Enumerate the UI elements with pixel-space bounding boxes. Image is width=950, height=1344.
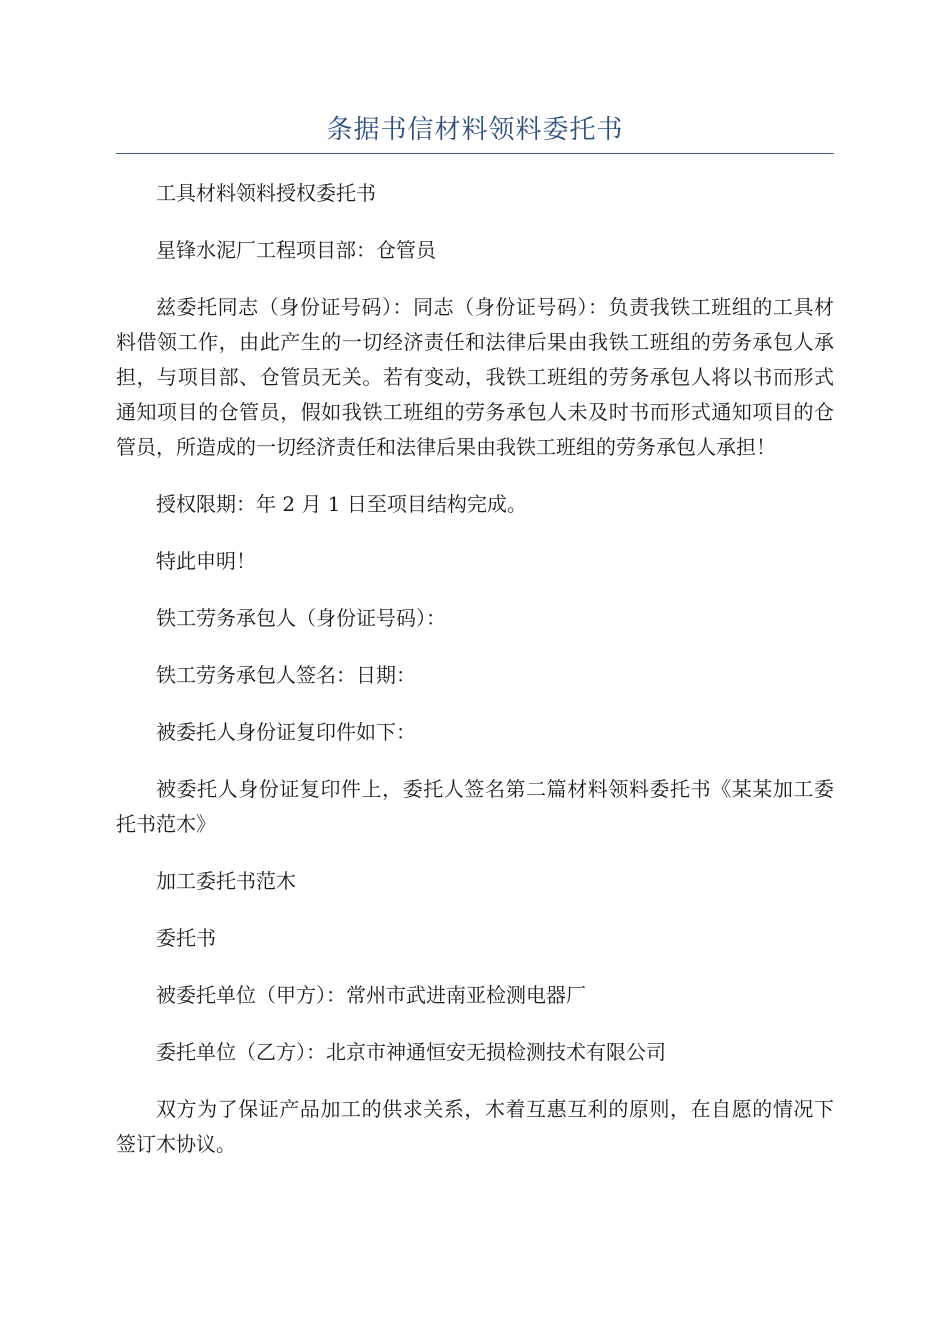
paragraph-heading: 工具材料领料授权委托书 (156, 181, 376, 205)
paragraph-agreement: 双方为了保证产品加工的供求关系，木着互惠互利的原则，在自愿的情况下签订木协议。 (116, 1097, 834, 1156)
paragraph-term: 授权限期：年 2 月 1 日至项目结构完成。 (156, 492, 527, 516)
paragraph-subtitle: 委托书 (156, 926, 216, 950)
paragraph-contractor-id: 铁工劳务承包人（身份证号码）： (156, 606, 446, 630)
document-body (116, 176, 834, 1184)
title-divider (116, 153, 834, 154)
paragraph-party-b: 委托单位（乙方）：北京市神通恒安无损检测技术有限公司 (156, 1040, 666, 1064)
paragraph-recipient: 星锋水泥厂工程项目部：仓管员 (156, 238, 436, 262)
paragraph-party-a: 被委托单位（甲方）：常州市武进南亚检测电器厂 (156, 983, 586, 1007)
paragraph-id-copy: 被委托人身份证复印件如下： (156, 720, 416, 744)
paragraph-template-title: 加工委托书范木 (156, 869, 296, 893)
paragraph-id-copy-note: 被委托人身份证复印件上，委托人签名第二篇材料领料委托书《某某加工委托书范木》 (116, 777, 834, 836)
paragraph-authorization: 兹委托同志（身份证号码）：同志（身份证号码）：负责我铁工班组的工具材料借领工作，由此产生的一切经济责任和法律后果由我铁工班组的劳务承包人承担，与项目部、仓管员无关。若有变动，我铁工班组的劳务承包人将以书而形式通知项目的仓管员，假如我铁工班组的劳务承包人未及时书而形式通知项目的仓管员，所造成的一切经济责任和法律后果由我铁工班组的劳务承包人承担！ (116, 295, 834, 459)
document-title: 条据书信材料领料委托书 (326, 115, 624, 145)
paragraph-declaration: 特此申明！ (156, 549, 256, 573)
paragraph-signature-date: 铁工劳务承包人签名：日期： (156, 663, 416, 687)
